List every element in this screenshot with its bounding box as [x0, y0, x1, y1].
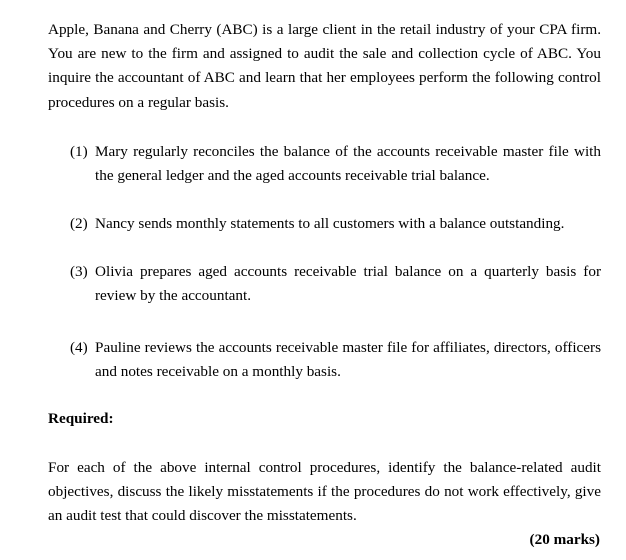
required-heading: Required:	[48, 410, 114, 427]
case-introduction: Apple, Banana and Cherry (ABC) is a large client in the retail industry of your CPA firm. You are new to the firm and assigned to audit the sale and collection cycle of ABC. You inquire the accountant of ABC and learn that her employees perform the following control procedures on a regular basis.	[48, 21, 601, 111]
marks-label: (20 marks)	[529, 531, 600, 548]
procedure-text: Olivia prepares aged accounts receivable trial balance on a quarterly basis for review by the accountant.	[95, 263, 601, 304]
procedure-text: Nancy sends monthly statements to all customers with a balance outstanding.	[95, 215, 565, 232]
procedure-number: (1)	[70, 143, 88, 160]
question-text: For each of the above internal control procedures, identify the balance-related audit objectives, discuss the likely misstatements if the procedures do not work effectively, give an audit test that could discover the misstatements.	[48, 459, 601, 525]
procedure-text: Pauline reviews the accounts receivable master file for affiliates, directors, officers and notes receivable on a monthly basis.	[95, 339, 601, 380]
procedure-item-3	[70, 260, 601, 308]
procedure-item-4	[70, 336, 601, 384]
procedure-number: (2)	[70, 215, 88, 232]
procedure-item-1	[70, 140, 601, 188]
procedure-item-2	[70, 212, 601, 236]
procedure-text: Mary regularly reconciles the balance of the accounts receivable master file with the general ledger and the aged accounts receivable trial balance.	[95, 143, 601, 184]
procedure-number: (3)	[70, 263, 88, 280]
procedure-number: (4)	[70, 339, 88, 356]
